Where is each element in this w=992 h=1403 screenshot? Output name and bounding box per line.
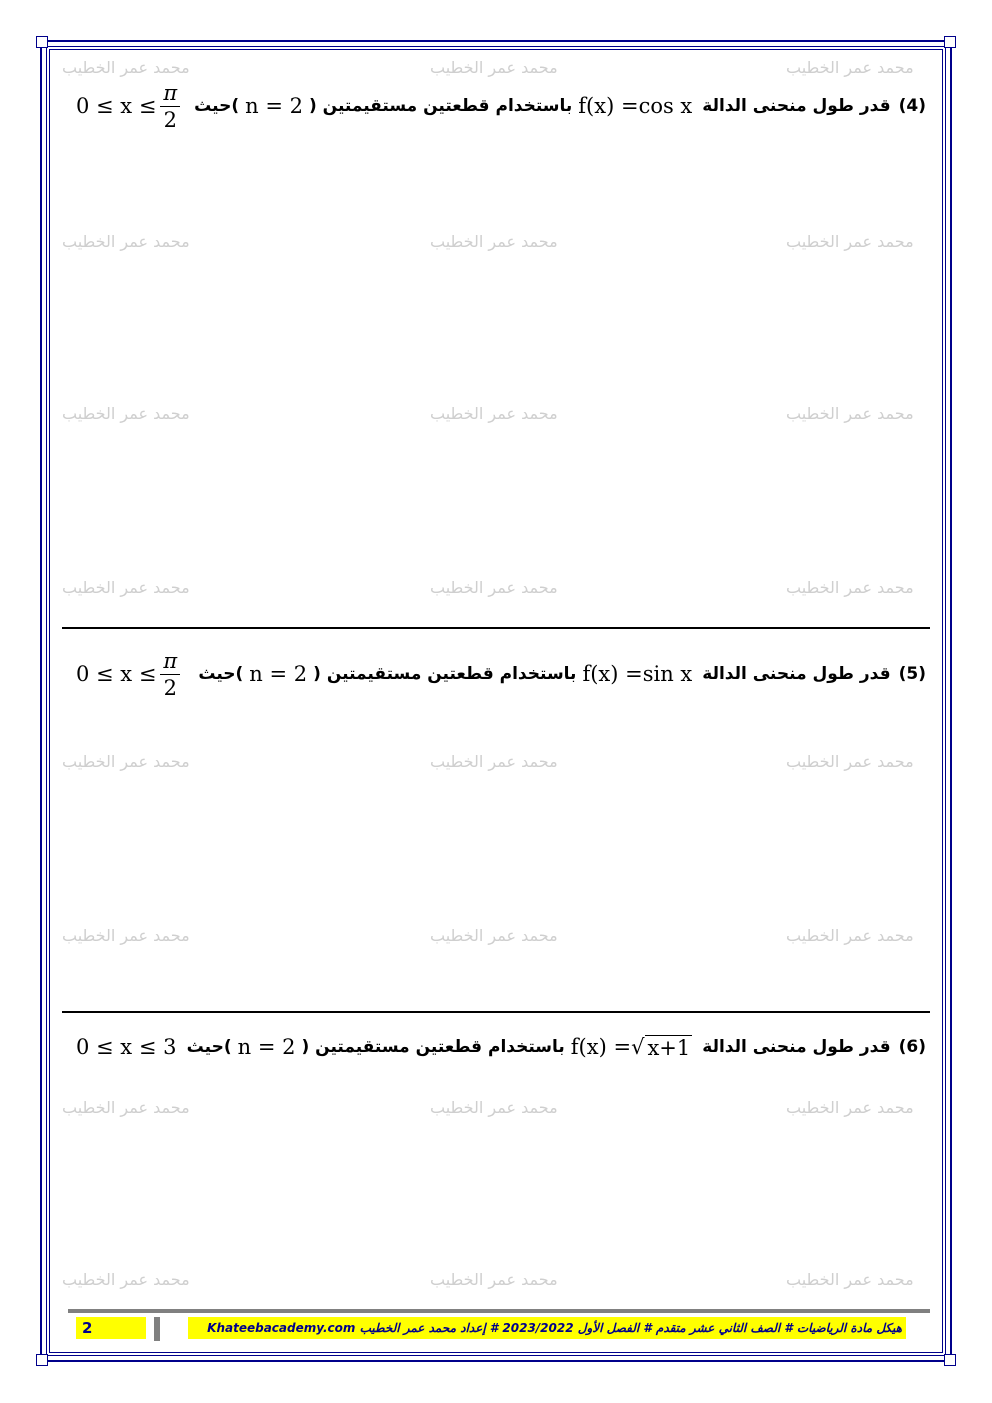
watermark: محمد عمر الخطيب [430,404,558,423]
watermark: محمد عمر الخطيب [62,752,190,771]
function-rhs: cos x [638,94,693,118]
n-expression: n = 2 [249,662,308,686]
question-6 [70,1027,930,1067]
watermark: محمد عمر الخطيب [430,58,558,77]
watermark: محمد عمر الخطيب [786,404,914,423]
question-number: (4) [898,96,926,116]
function-expression [578,94,692,118]
function-expression [582,662,692,686]
interval-left: 0 ≤ x ≤ [76,94,157,118]
watermark: محمد عمر الخطيب [62,578,190,597]
question-number: (5) [898,664,926,684]
footer [68,1317,930,1339]
watermark: محمد عمر الخطيب [62,1098,190,1117]
question-middle: باستخدام قطعتين مستقيمتين ( [301,1037,565,1057]
function-lhs: f(x) = [582,662,643,686]
watermark: محمد عمر الخطيب [430,752,558,771]
question-6-text [698,1037,930,1057]
question-lead: قدر طول منحنى الدالة [702,1037,891,1057]
footer-text: هيكل مادة الرياضيات # الصف الثاني عشر متقدم # الفصل الأول 2023/2022 # إعداد محمد عمر الخطيب Khateebacademy.com [188,1317,906,1339]
watermark: محمد عمر الخطيب [62,58,190,77]
watermark: محمد عمر الخطيب [430,1270,558,1289]
question-lead: قدر طول منحنى الدالة [702,664,891,684]
n-expression: n = 2 [245,94,303,118]
sqrt-radical-icon: √ [631,1035,645,1059]
question-where: )حيث [186,1037,232,1057]
fraction [160,80,180,133]
question-number: (6) [898,1037,926,1057]
watermark: محمد عمر الخطيب [430,232,558,251]
n-expression: n = 2 [237,1035,296,1059]
watermark: محمد عمر الخطيب [786,578,914,597]
question-5 [70,646,930,702]
watermark: محمد عمر الخطيب [62,404,190,423]
question-where: )حيث [198,664,244,684]
watermark: محمد عمر الخطيب [62,926,190,945]
fraction-numerator: π [160,80,180,107]
function-rhs: sin x [642,662,693,686]
interval-left: 0 ≤ x ≤ [76,662,157,686]
interval-expression [76,648,180,701]
question-4-text [698,96,930,116]
watermark: محمد عمر الخطيب [430,926,558,945]
fraction-denominator: 2 [163,675,178,700]
question-middle: باستخدام قطعتين مستقيمتين ( [308,96,573,116]
function-expression [571,1035,692,1060]
watermark: محمد عمر الخطيب [430,578,558,597]
question-lead: قدر طول منحنى الدالة [702,96,891,116]
footer-divider [154,1317,160,1341]
function-lhs: f(x) = [570,1035,632,1059]
interval-expression: 0 ≤ x ≤ 3 [76,1035,177,1059]
question-middle: باستخدام قطعتين مستقيمتين ( [313,664,577,684]
fraction-numerator: π [160,648,180,675]
corner-ornament [944,1354,956,1366]
fraction [160,648,180,701]
section-divider [62,627,930,629]
fraction-denominator: 2 [163,107,178,132]
watermark: محمد عمر الخطيب [786,58,914,77]
watermark: محمد عمر الخطيب [786,926,914,945]
corner-ornament [36,1354,48,1366]
corner-ornament [36,36,48,48]
footer-rule [68,1309,930,1313]
page-number: 2 [76,1317,146,1339]
watermark: محمد عمر الخطيب [62,1270,190,1289]
corner-ornament [944,36,956,48]
question-where: )حيث [194,96,240,116]
function-rhs: x+1 [647,1035,691,1060]
question-5-text [698,664,930,684]
watermark: محمد عمر الخطيب [430,1098,558,1117]
question-4 [70,78,930,134]
watermark: محمد عمر الخطيب [786,1270,914,1289]
function-lhs: f(x) = [578,94,639,118]
interval-expression [76,80,180,133]
watermark: محمد عمر الخطيب [786,752,914,771]
watermark: محمد عمر الخطيب [786,232,914,251]
watermark: محمد عمر الخطيب [786,1098,914,1117]
watermark: محمد عمر الخطيب [62,232,190,251]
section-divider [62,1011,930,1013]
